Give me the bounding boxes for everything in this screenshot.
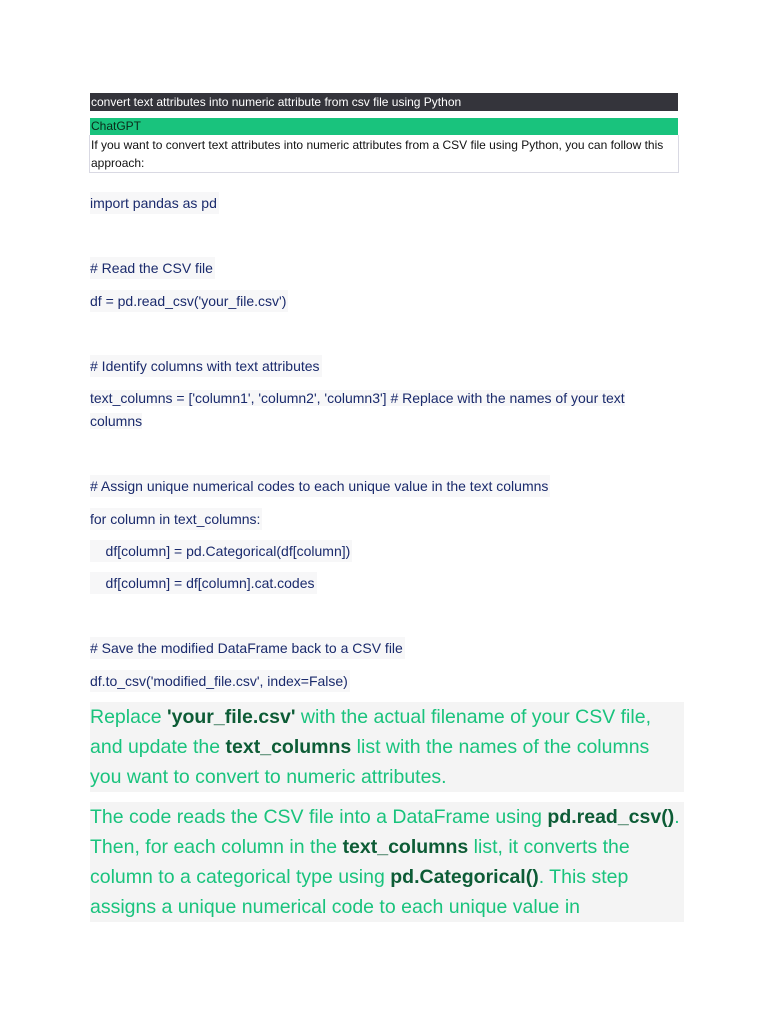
explain2-text-2: . Then, for each column in the bbox=[90, 806, 680, 858]
code-comment-identify: # Identify columns with text attributes bbox=[90, 355, 322, 377]
code-categorical: df[column] = pd.Categorical(df[column]) bbox=[90, 540, 352, 562]
explain2-bold-3: pd.Categorical() bbox=[390, 866, 539, 888]
code-cat-codes: df[column] = df[column].cat.codes bbox=[90, 572, 317, 594]
explanation-paragraph-1 bbox=[90, 702, 684, 792]
user-prompt: convert text attributes into numeric attribute from csv file using Python bbox=[90, 93, 678, 111]
assistant-label: ChatGPT bbox=[90, 118, 678, 135]
code-comment-save: # Save the modified DataFrame back to a CSV file bbox=[90, 637, 405, 659]
code-comment-assign: # Assign unique numerical codes to each unique value in the text columns bbox=[90, 475, 550, 497]
code-text-columns bbox=[90, 387, 680, 433]
code-import: import pandas as pd bbox=[90, 192, 219, 214]
explain1-text-1: Replace bbox=[90, 706, 167, 728]
explain2-text-1: The code reads the CSV file into a DataFrame using bbox=[90, 806, 548, 828]
explain1-text-3: list with the names of the columns you want to convert to numeric attributes. bbox=[90, 736, 650, 788]
explain1-bold-2: text_columns bbox=[225, 736, 352, 758]
explain2-bold-2: text_columns bbox=[342, 836, 469, 858]
answer-intro: If you want to convert text attributes into numeric attributes from a CSV file using Python, you can follow this approach: bbox=[89, 135, 679, 173]
explanation-paragraph-2 bbox=[90, 802, 684, 922]
code-comment-read: # Read the CSV file bbox=[90, 257, 215, 279]
code-read-csv: df = pd.read_csv('your_file.csv') bbox=[90, 290, 288, 312]
code-text-columns-text: text_columns = ['column1', 'column2', 'column3'] # Replace with the names of your text columns bbox=[90, 390, 625, 429]
explain1-bold-1: 'your_file.csv' bbox=[166, 706, 296, 728]
code-for-loop: for column in text_columns: bbox=[90, 508, 262, 530]
explain1-text-2: with the actual filename of your CSV file, and update the bbox=[90, 706, 651, 758]
code-to-csv: df.to_csv('modified_file.csv', index=False) bbox=[90, 670, 350, 692]
explain2-text-3: list, it converts the column to a categorical type using bbox=[90, 836, 630, 888]
explain2-bold-1: pd.read_csv() bbox=[547, 806, 675, 828]
explain2-text-4: . This step assigns a unique numerical code to each unique value in bbox=[90, 866, 629, 918]
